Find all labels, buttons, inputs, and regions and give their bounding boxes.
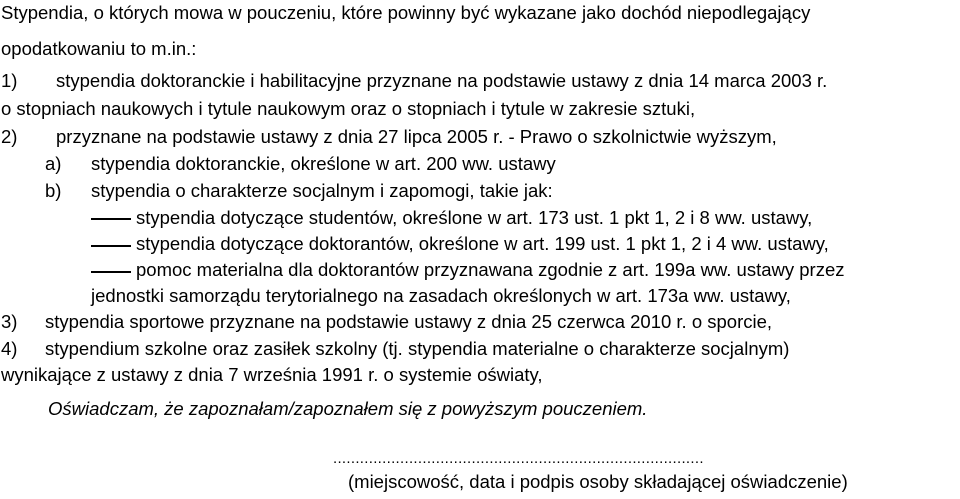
item-2-marker: 2) [1,126,18,147]
item-1-marker: 1) [1,70,18,91]
item-3-text: stypendia sportowe przyznane na podstawie ustawy z dnia 25 czerwca 2010 r. o sporcie, [45,311,773,332]
dash-item-1: stypendia dotyczące studentów, określone w art. 173 ust. 1 pkt 1, 2 i 8 ww. ustawy, [136,207,813,228]
intro-line-1: Stypendia, o których mowa w pouczeniu, które powinny być wykazane jako dochód niepodlegający [1,2,811,23]
item-4-line-1: stypendium szkolne oraz zasiłek szkolny (tj. stypendia materialne o charakterze socjalnym) [45,338,790,359]
item-2a-marker: a) [45,153,62,174]
item-2b-marker: b) [45,180,62,201]
dash-bullet [91,245,131,247]
declaration: Oświadczam, że zapoznałam/zapoznałem się z powyższym pouczeniem. [48,398,648,419]
signature-dotted-line: ................................................................................... [333,450,704,467]
item-4-marker: 4) [1,338,18,359]
item-2-line-1: przyznane na podstawie ustawy z dnia 27 lipca 2005 r. - Prawo o szkolnictwie wyższym, [56,126,777,147]
dash-item-3: pomoc materialna dla doktorantów przyznawana zgodnie z art. 199a ww. ustawy przez [136,259,845,280]
item-4-line-2: wynikające z ustawy z dnia 7 września 1991 r. o systemie oświaty, [1,364,543,385]
dash-item-3-continuation: jednostki samorządu terytorialnego na zasadach określonych w art. 173a ww. ustawy, [91,285,791,306]
dash-bullet [91,271,131,273]
item-2a-text: stypendia doktoranckie, określone w art. 200 ww. ustawy [91,153,556,174]
dash-bullet [91,218,131,220]
item-1-line-1: stypendia doktoranckie i habilitacyjne przyznane na podstawie ustawy z dnia 14 marca 2003 r. [56,70,828,91]
dash-item-2: stypendia dotyczące doktorantów, określone w art. 199 ust. 1 pkt 1, 2 i 4 ww. ustawy, [136,233,829,254]
item-1-line-2: o stopniach naukowych i tytule naukowym oraz o stopniach i tytule w zakresie sztuki, [1,98,696,119]
item-3-marker: 3) [1,311,18,332]
signature-caption: (miejscowość, data i podpis osoby składającej oświadczenie) [348,471,848,492]
intro-line-2: opodatkowaniu to m.in.: [1,38,197,59]
item-2b-text: stypendia o charakterze socjalnym i zapomogi, takie jak: [91,180,553,201]
